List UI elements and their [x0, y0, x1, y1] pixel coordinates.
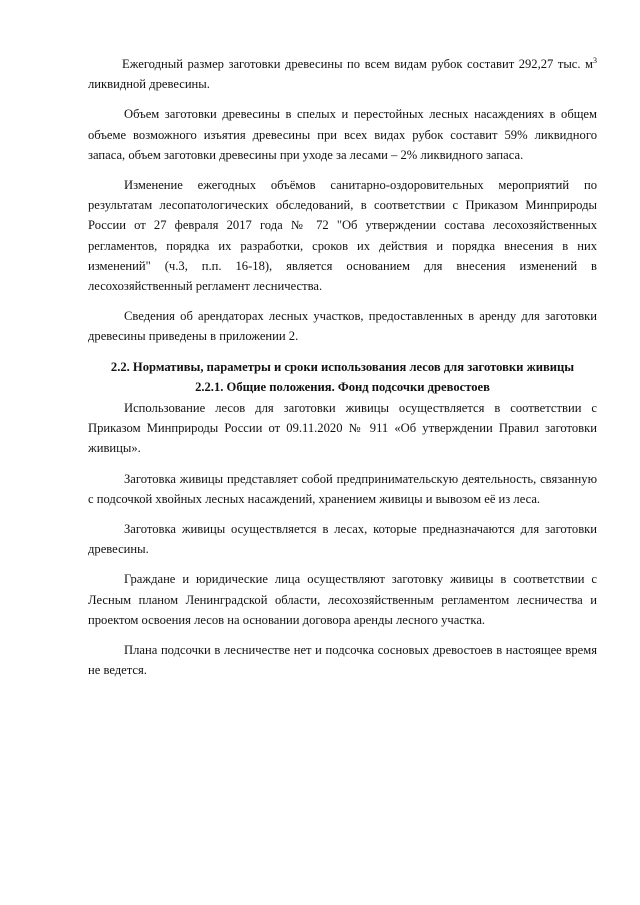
paragraph-harvest-share: Объем заготовки древесины в спелых и перестойных лесных насаждениях в общем объеме возможного изъятия древесины при всех видах рубок составит 59% ликвидного запаса, объем заготовки древесины при уходе за лесами – 2% ликвидного запаса. [88, 107, 597, 162]
paragraph-text: Ежегодный размер заготовки древесины по всем видам рубок составит 292,27 тыс. м [122, 57, 593, 71]
document-page [88, 54, 597, 690]
paragraph-annual-volume [88, 54, 597, 94]
paragraph-resin-usage: Использование лесов для заготовки живицы осуществляется в соответствии с Приказом Минприроды России от 09.11.2020 № 911 «Об утверждении Правил заготовки живицы». [88, 401, 597, 456]
paragraph-resin-legal: Граждане и юридические лица осуществляют заготовку живицы в соответствии с Лесным планом Ленинградской области, лесохозяйственным регламентом лесничества и проектом освоения лесов на основании договора аренды лесного участка. [88, 572, 597, 627]
subsection-heading: 2.2.1. Общие положения. Фонд подсочки древостоев [195, 379, 490, 394]
section-heading: 2.2. Нормативы, параметры и сроки использования лесов для заготовки живицы [110, 359, 575, 374]
paragraph-tapping-plan: Плана подсочки в лесничестве нет и подсочка сосновых древостоев в настоящее время не ведется. [88, 643, 597, 678]
paragraph-resin-activity: Заготовка живицы представляет собой предпринимательскую деятельность, связанную с подсочкой хвойных лесных насаждений, хранением живицы и вывозом её из леса. [88, 471, 597, 506]
superscript-cubic: 3 [593, 55, 597, 65]
paragraph-resin-forests: Заготовка живицы осуществляется в лесах, которые предназначаются для заготовки древесины. [88, 522, 597, 557]
paragraph-lessees: Сведения об арендаторах лесных участков, предоставленных в аренду для заготовки древесины приведены в приложении 2. [88, 309, 597, 344]
paragraph-text: ликвидной древесины. [88, 77, 210, 92]
paragraph-sanitary-changes: Изменение ежегодных объёмов санитарно-оздоровительных мероприятий по результатам лесопатологических обследований, в соответствии с Приказом Минприроды России от 27 февраля 2017 года № 72 "Об утверждении состава лесохозяйственных регламентов, порядка их разработки, сроков их действия и порядка внесения в них изменений" (ч.3, п.п. 16-18), является основанием для внесения изменений в лесохозяйственный регламент лесничества. [88, 178, 597, 294]
